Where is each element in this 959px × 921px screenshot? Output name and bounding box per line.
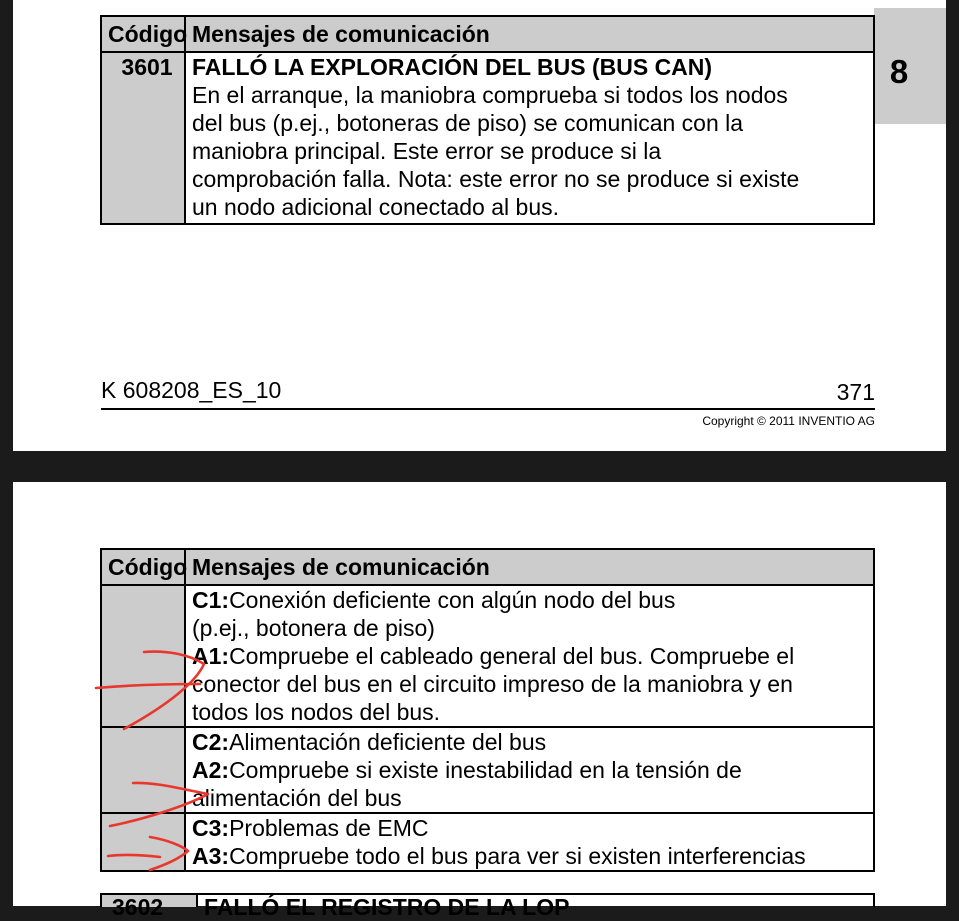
header-code: Código	[101, 549, 185, 585]
action-label: A3:	[192, 843, 230, 869]
cause-label: C2:	[192, 729, 230, 755]
cause-label: C3:	[192, 815, 230, 841]
communication-messages-table	[100, 15, 875, 225]
action-line	[192, 642, 867, 670]
cause-line	[192, 728, 867, 756]
table-row	[101, 727, 874, 813]
document-id: K 608208_ES_10	[101, 377, 282, 403]
action-line: alimentación del bus	[192, 785, 402, 811]
description-line: un nodo adicional conectado al bus.	[192, 194, 560, 220]
copyright-notice: Copyright © 2011 INVENTIO AG	[702, 414, 875, 428]
error-code: 3601	[121, 54, 173, 80]
table-row	[101, 813, 874, 871]
header-code: Código	[101, 16, 185, 52]
cause-action-cell	[185, 585, 874, 727]
cause-action-cell	[185, 813, 874, 871]
action-line: todos los nodos del bus.	[192, 699, 441, 725]
manual-page-bottom	[13, 482, 946, 920]
table-header-row	[101, 16, 874, 52]
action-label: A1:	[192, 643, 230, 669]
cause-text: Conexión deficiente con algún nodo del bus	[229, 587, 676, 613]
header-messages: Mensajes de comunicación	[185, 16, 874, 52]
action-line	[192, 842, 867, 870]
cause-text: Problemas de EMC	[229, 815, 429, 841]
table-row	[101, 52, 874, 224]
description-line: comprobación falla. Nota: este error no se produce si existe	[192, 166, 800, 192]
cause-action-cell	[185, 727, 874, 813]
code-cell-empty	[101, 813, 185, 871]
description-line: maniobra principal. Este error se produce si la	[192, 138, 662, 164]
code-cell-empty	[101, 585, 185, 727]
manual-page-top	[13, 0, 946, 451]
cause-line	[192, 586, 867, 614]
description-line: del bus (p.ej., botoneras de piso) se comunican con la	[192, 110, 744, 136]
cause-text: Alimentación deficiente del bus	[229, 729, 547, 755]
page-number: 371	[836, 379, 875, 405]
cause-line: (p.ej., botonera de piso)	[192, 615, 435, 641]
table-header-row	[101, 549, 874, 585]
action-text: Compruebe todo el bus para ver si existen interferencias	[229, 843, 806, 869]
next-row-partial	[100, 893, 875, 920]
action-label: A2:	[192, 757, 230, 783]
communication-messages-table	[100, 548, 875, 872]
error-title: FALLÓ LA EXPLORACIÓN DEL BUS (BUS CAN)	[192, 54, 713, 80]
next-error-code: 3602	[112, 894, 164, 920]
action-text: Compruebe el cableado general del bus. Compruebe el	[229, 643, 795, 669]
chapter-number: 8	[889, 53, 909, 90]
action-line	[192, 756, 867, 784]
next-error-title: FALLÓ EL REGISTRO DE LA LOP	[204, 894, 570, 920]
code-cell-empty	[101, 727, 185, 813]
error-code-cell	[101, 52, 185, 224]
table-row	[101, 585, 874, 727]
chapter-tab	[874, 8, 946, 124]
error-description	[192, 81, 867, 223]
description-line: En el arranque, la maniobra comprueba si todos los nodos	[192, 82, 788, 108]
action-text: Compruebe si existe inestabilidad en la tensión de	[229, 757, 742, 783]
cause-label: C1:	[192, 587, 230, 613]
action-line: conector del bus en el circuito impreso de la maniobra y en	[192, 671, 793, 697]
message-cell	[185, 52, 874, 224]
cause-line	[192, 814, 867, 842]
footer-divider	[101, 408, 875, 410]
header-messages: Mensajes de comunicación	[185, 549, 874, 585]
